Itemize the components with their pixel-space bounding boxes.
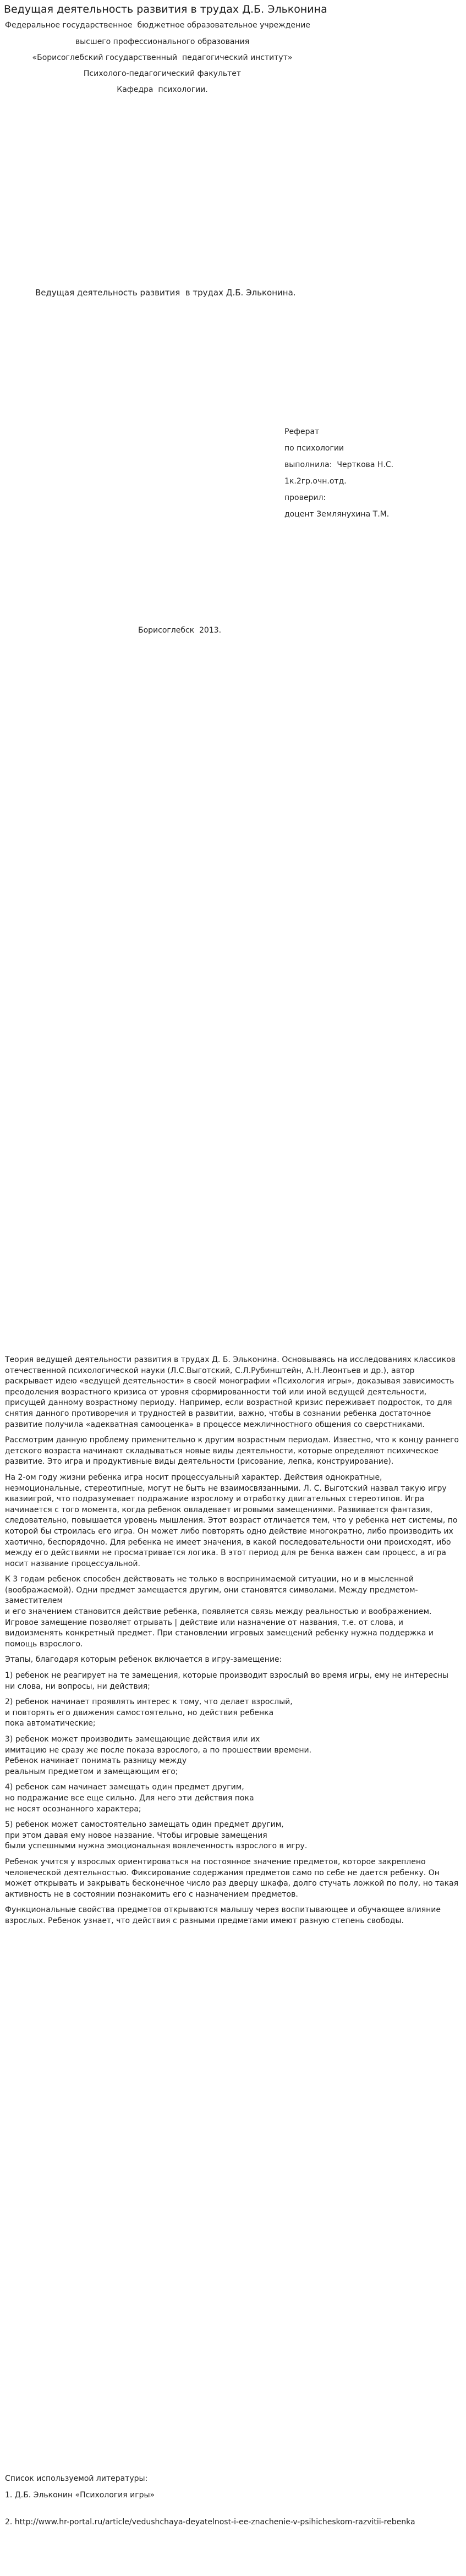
page-title: Ведущая деятельность развития в трудах Д.Б. Эльконина	[4, 3, 327, 15]
paragraph-age-periods: Рассмотрим данную проблему применительно к другим возрастным периодам. Известно, что к концу раннего детского возраста начинают складываться новые виды деятельности, которые определяют психическое развитие. Это игра и продуктивные виды деятельности (рисование, лепка, конструирование).	[5, 1436, 459, 1466]
paragraph-second-year: На 2-ом году жизни ребенка игра носит процессуальный характер. Действия однократные, неэмоциональные, стереотипные, могут не быть не взаимосвязанными. Л. С. Выготский назвал такую игру квазиигрой, что подразумевает подражание взрослому и отработку двигательных стереотипов. Игра начинается с того момента, когда ребенок овладевает игровыми замещениями. Развивается фантазия, следовательно, повышается уровень мышления. Этот возраст отличается тем, что у ребенка нет системы, по которой бы строилась его игра. Он может либо повторять одно действие многократно, либо производить их хаотично, беспорядочно. Для ребенка не имеет значения, в какой последовательности они происходят, ибо между его действиями не просматривается логика. В этот период для ре бенка важен сам процесс, а игра носит название процессуальной.	[5, 1473, 458, 1568]
report-reviewer-label: проверил:	[284, 493, 326, 502]
header-line-institution: Федеральное государственное бюджетное образовательное учреждение	[5, 21, 310, 30]
stage-1: 1) ребенок не реагирует на те замещения, которые производит взрослый во время игры, ему не интересны ни слова, ни вопросы, ни действия;	[5, 1671, 449, 1691]
report-reviewer: доцент Землянухина Т.М.	[284, 510, 390, 519]
references-heading: Список используемой литературы:	[5, 2474, 148, 2483]
stage-2: 2) ребенок начинает проявлять интерес к тому, что делает взрослый, и повторять его движения самостоятельно, но действия ребенка пока автоматические;	[5, 1698, 293, 1728]
paragraph-third-year: К 3 годам ребенок способен действовать не только в воспринимаемой ситуации, но и в мысленной (воображаемой). Одни предмет замещается другим, они становятся символами. Между предметом-заместителем и его значением становится действие ребенка, появляется связь между реальностью и воображением. Игровое замещение позволяет отрывать | действие или назначение от названия, т.е. от слова, и видоизменять конкретный предмет. При становлении игровых замещений ребенку нужна поддержка и помощь взрослого.	[5, 1575, 434, 1649]
stage-5: 5) ребенок может самостоятельно замещать один предмет другим, при этом давая ему новое название. Чтобы игровые замещения были успешными нужна эмоциональная вовлеченность взрослого в игру.	[5, 1820, 308, 1851]
header-line-education: высшего профессионального образования	[75, 37, 250, 46]
report-author: выполнила: Черткова Н.С.	[284, 460, 394, 469]
reference-link[interactable]: 2. http://www.hr-portal.ru/article/vedushchaya-deyatelnost-i-ee-znachenie-v-psihicheskom-razvitii-rebenka	[5, 2517, 415, 2526]
paragraph-adult-orientation: Ребенок учится у взрослых ориентироваться на постоянное значение предметов, которое закреплено человеческой деятельностью. Фиксирование содержания предметов само по себе не дается ребенку. Он может открывать и закрывать бесконечное число раз дверцу шкафа, долго стучать ложкой по полу, но такая активность не в состоянии познакомить его с назначением предметов.	[5, 1857, 459, 1899]
report-type: Реферат	[284, 427, 320, 436]
city-year: Борисоглебск 2013.	[138, 626, 222, 635]
reference-item-url	[5, 2506, 460, 2528]
paragraph-intro: Теория ведущей деятельности развития в трудах Д. Б. Эльконина. Основываясь на исследованиях классиков отечественной психологической науки (Л.С.Выготский, С.Л.Рубинштейн, А.Н.Леонтьев и др.), автор раскрывает идею «ведущей деятельности» в своей монографии «Психология игры», доказывая зависимость преодоления возрастного кризиса от уровня сформированности той или иной ведущей деятельности, присущей данному возрастному периоду. Например, если возрастной кризис переживает подросток, то для снятия данного противоречия и трудностей в развитии, важно, чтобы в сознании ребенка достаточное развитие получила «адекватная самооценка» в процессе межличностного общения со сверстниками.	[5, 1355, 456, 1429]
header-line-institute: «Борисоглебский государственный педагогический институт»	[32, 53, 293, 62]
paragraph-functional-properties: Функциональные свойства предметов открываются малышу через воспитывающее и обучающее влияние взрослых. Ребенок узнает, что действия с разными предметами имеют разную степень свободы.	[5, 1905, 441, 1925]
report-group: 1к.2гр.очн.отд.	[284, 477, 347, 486]
reference-item-book: 1. Д.Б. Эльконин «Психология игры»	[5, 2490, 155, 2500]
references	[5, 2474, 460, 2533]
paragraph-stages-intro: Этапы, благодаря которым ребенок включается в игру-замещение:	[5, 1655, 282, 1665]
stage-3: 3) ребенок может производить замещающие действия или их имитацию не сразу же после показа взрослого, а по прошествии времени. Ребенок начинает понимать разницу между реальным предметом и замещающим его;	[5, 1735, 312, 1776]
header-line-faculty: Психолого-педагогический факультет	[83, 69, 242, 78]
essay-theme: Ведущая деятельность развития в трудах Д.Б. Эльконина.	[35, 288, 296, 298]
header-line-department: Кафедра психологии.	[117, 85, 208, 94]
stage-4: 4) ребенок сам начинает замещать один предмет другим, но подражание все еще сильно. Для него эти действия пока не носят осознанного характера;	[5, 1783, 254, 1814]
report-subject: по психологии	[284, 444, 344, 453]
essay-body	[5, 1355, 460, 1932]
